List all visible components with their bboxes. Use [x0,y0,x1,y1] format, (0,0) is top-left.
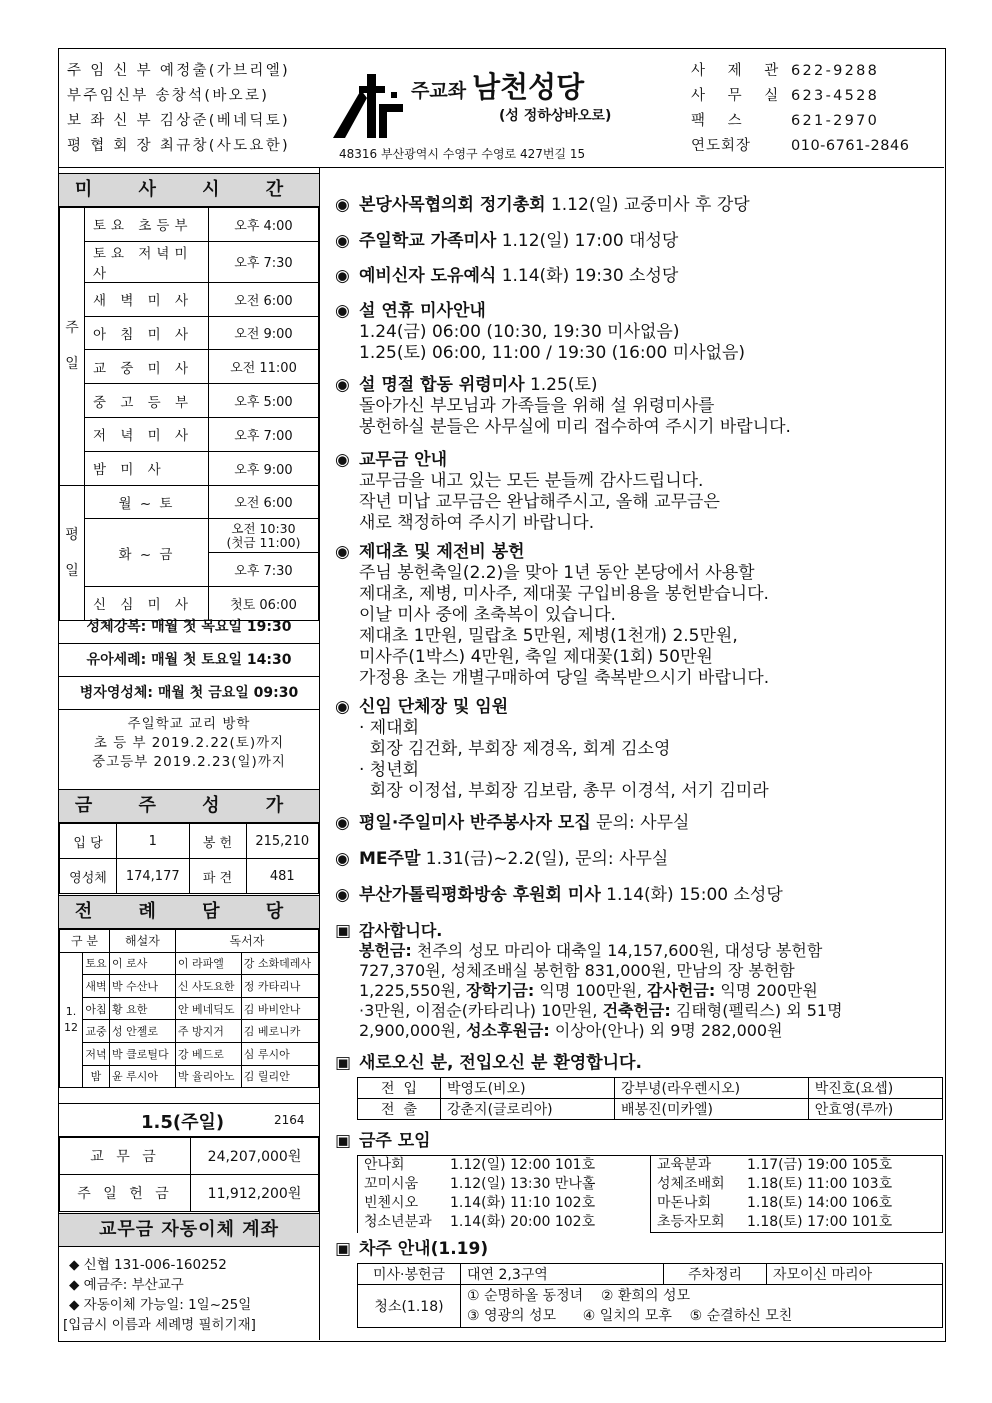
list-item: 마돈나회 1.18(토) 14:00 106호 [657,1195,893,1211]
autopay-info: ◆ 신협 131-006-160252 ◆ 예금주: 부산교구 ◆ 자동이체 가능일: 1일~25일 [입금시 이름과 세례명 필히기재] [63,1257,256,1333]
weekly-summary-table: 교 무 금 24,207,000원 주 일 헌 금 11,912,200원 [59,1137,319,1212]
announcement-item: ◉ 부산가톨릭평화방송 후원회 미사 1.14(화) 15:00 소성당 [335,885,783,905]
thanks-line: 봉헌금: 천주의 성모 마리아 대축일 14,157,600원, 대성당 봉헌함 [359,941,823,960]
announcement-item: ◉ 신임 단체장 및 임원 · 제대회 회장 김건화, 부회장 제경옥, 회계 김소영 · 청년회 회장 이정섭, 부회장 김보람, 총무 이경석, 서기 김미라 [335,697,769,801]
meetings-left [358,1156,651,1233]
announcement-item: ◉ 설 연휴 미사안내 1.24(금) 06:00 (10:30, 19:30 미사없음) 1.25(토) 06:00, 11:00 / 19:30 (16:00 미사없음) [335,301,746,363]
next-week-table: 미사·봉헌금 대연 2,3구역 주차정리 자모이신 마리아 청소(1.18) ① 순명하올 동정녀 ② 환희의 성모 ③ 영광의 성모 ④ 일치의 모후 ⑤ 순결하신 모친 [357,1263,943,1328]
table-row: 1. 12 토요 이 로사 이 라파엘 강 소화데레사 [60,952,319,975]
parish-title: 주교좌 남천성당 [411,70,585,104]
liturgy-table: 구 분 해설자 독서자 1. 12 토요 이 로사 이 라파엘 강 소화데레사 새벽 박 수산나 신 사도요한 정 카타리나 아침 황 요한 안 베네딕도 김 바비안나 교중 성 안젤로 주 방지거 김 베로니카 저녁 박 클로틸다 강 베드로 심 루시아 밤 윤 루시아 박 율리아노 김 릴리안 [59,929,319,1088]
meetings-table [357,1155,943,1233]
contact-row: 사 제 관 622-9288 [691,63,880,79]
list-item: 성체조배회 1.18(토) 11:00 103호 [657,1176,893,1192]
table-row: 저녁 박 클로틸다 강 베드로 심 루시아 [60,1042,319,1065]
contact-list [691,59,909,159]
thanks-line: 727,370원, 성체조배실 봉헌함 831,000원, 만남의 장 봉헌함 [359,961,795,980]
hymn-heading: 금 주 성 가 [59,789,319,823]
announcement-item: ◉ 제대초 및 제전비 봉헌 주님 봉헌축일(2.2)을 맞아 1년 동안 본당에서 사용할 제대초, 제병, 미사주, 제대꽃 구입비용을 봉헌받습니다. 이날 미사 중에 초축복이 있습니다. 제대초 1만원, 밀랍초 5만원, 제병(1천개) 2.5만원, 미사주(1박스) 4만원, 축일 제대꽃(1회) 50만원 가정용 초는 개별구매하여 당일 축복받으시기 바랍니다. [335,542,770,688]
left-column [59,167,320,1340]
thanks-line: 2,900,000원, 성소후원금: 이상아(안나) 외 9명 282,000원 [359,1021,783,1040]
list-item: 안나회 1.12(일) 12:00 101호 [364,1157,596,1174]
announcement-item: ◉ 예비신자 도유예식 1.14(화) 19:30 소성당 [335,266,679,286]
announcement-item: ◉ 교무금 안내 교무금을 내고 있는 모든 분들께 감사드립니다. 작년 미납 교무금은 완납해주시고, 올해 교무금은 새로 책정하여 주시기 바랍니다. [335,450,720,533]
table-row: 전 입 박영도(비오) 강부녕(라우렌시오) 박진호(요셉) [358,1078,943,1099]
announcements-column [321,167,943,1340]
weekly-summary-heading: 1.5(주일) 2164 [59,1103,319,1137]
clergy-row: 보 좌 신 부 김상준(베네딕토) [67,113,290,129]
announcement-item: ◉ 본당사목협의회 정기총회 1.12(일) 교중미사 후 강당 [335,195,750,215]
clergy-row: 부주임신부 송창석(바오로) [67,88,270,104]
weekday-label: 평일 [60,485,85,620]
list-item: 청소년분과 1.14(화) 20:00 102호 [364,1214,596,1231]
list-item: 교육분과 1.17(금) 19:00 105호 [657,1157,893,1173]
welcome-table [357,1077,943,1120]
hymn-table: 입 당 1 봉 헌 215,210 영성체 174,177 파 견 481 [59,823,319,894]
table-row: 전 출 강춘지(글로리아) 배봉진(미카엘) 안효영(루까) [358,1099,943,1120]
sunday-label: 주일 [60,208,85,486]
contact-row: 연도회장 010-6761-2846 [691,138,910,154]
list-item: 빈첸시오 1.14(화) 11:10 102호 [364,1195,596,1212]
table-row: 교중 성 안젤로 주 방지거 김 베로니카 [60,1020,319,1043]
meetings-right [651,1156,943,1233]
autopay-heading: 교무금 자동이체 계좌 [59,1213,319,1247]
bulletin-header [59,49,944,168]
mass-time-heading: 미 사 시 간 [59,173,319,207]
parish-logo-icon [331,64,411,144]
liturgy-heading: 전 례 담 당 [59,895,319,929]
table-row: 아침 황 요한 안 베네딕도 김 바비안나 [60,997,319,1020]
announcement-item: ◉ 설 명절 합동 위령미사 1.25(토) 돌아가신 부모님과 가족들을 위해 설 위령미사를 봉헌하실 분들은 사무실에 미리 접수하여 주시기 바랍니다. [335,375,791,437]
table-row: 새벽 박 수산나 신 사도요한 정 카타리나 [60,975,319,998]
announcement-item: ◉ 주일학교 가족미사 1.12(일) 17:00 대성당 [335,231,679,251]
sick-communion-note: 병자영성체: 매월 첫 금요일 09:30 [59,677,319,710]
infant-baptism-note: 유아세례: 매월 첫 토요일 14:30 [59,644,319,677]
clergy-row: 평 협 회 장 최규창(사도요한) [67,138,290,154]
bulletin-page [58,48,946,1342]
mass-time-table: 주일 토요 초등부 오후 4:00 토요 저녁미사 오후 7:30 새 벽 미 사 오전 6:00 아 침 미 사 오전 9:00 교 중 미 사 오전 11:00 중 고 등 부 오후 5:00 저 녁 미 사 오후 7:00 밤 미 사 오후 9:00 평일 월 ~ 토 오전 6:00 화 ~ 금 오전 10:30 (첫금 11:00) 오후 7:30 신 심 미 사 첫토 06:00 [59,207,319,621]
announcement-item: ◉ ME주말 1.31(금)~2.2(일), 문의: 사무실 [335,849,669,869]
thanks-section: ▣ 감사합니다. 봉헌금: 천주의 성모 마리아 대축일 14,157,600원, 대성당 봉헌함 727,370원, 성체조배실 봉헌함 831,000원, 만남의 장 봉헌함 1,225,550원, 장학기금: 익명 100만원, 감사헌금: 익명 200만원 ·3만원, 이점순(카타리나) 10만원, 건축헌금: 김태형(펠릭스) 외 51명 2,900,000원, 성소후원금: 이상아(안나) 외 9명 282,000원 [335,921,843,1040]
welcome-heading: ▣ 새로오신 분, 전입오신 분 환영합니다. [335,1053,642,1073]
table-row: 밤 윤 루시아 박 율리아노 김 릴리안 [60,1065,319,1088]
announcement-item: ◉ 평일·주일미사 반주봉사자 모집 문의: 사무실 [335,813,690,833]
contact-row: 사 무 실 623-4528 [691,88,880,104]
school-vacation-note: 주일학교 교리 방학 초 등 부 2019.2.22(토)까지 중고등부 2019.2.23(일)까지 [92,716,286,770]
clergy-row: 주 임 신 부 예정출(가브리엘) [67,63,290,79]
meetings-heading: ▣ 금주 모임 [335,1131,431,1151]
list-item: 초등자모회 1.18(토) 17:00 101호 [657,1214,893,1230]
thanks-line: ·3만원, 이점순(카타리나) 10만원, 건축헌금: 김태형(펠릭스) 외 51명 [359,1001,843,1020]
contact-row: 팩 스 621-2970 [691,113,880,129]
list-item: 꼬미시움 1.12(일) 13:30 만나홀 [364,1176,596,1193]
clergy-list [67,59,290,159]
benediction-note: 성체강복: 매월 첫 목요일 19:30 [59,611,319,644]
parish-patron: (성 정하상바오로) [499,108,612,124]
next-week-heading: ▣ 차주 안내(1.19) [335,1239,489,1259]
thanks-line: 1,225,550원, 장학기금: 익명 100만원, 감사헌금: 익명 200만원 [359,981,818,1000]
parish-address: 48316 부산광역시 수영구 수영로 427번길 15 [339,147,586,161]
